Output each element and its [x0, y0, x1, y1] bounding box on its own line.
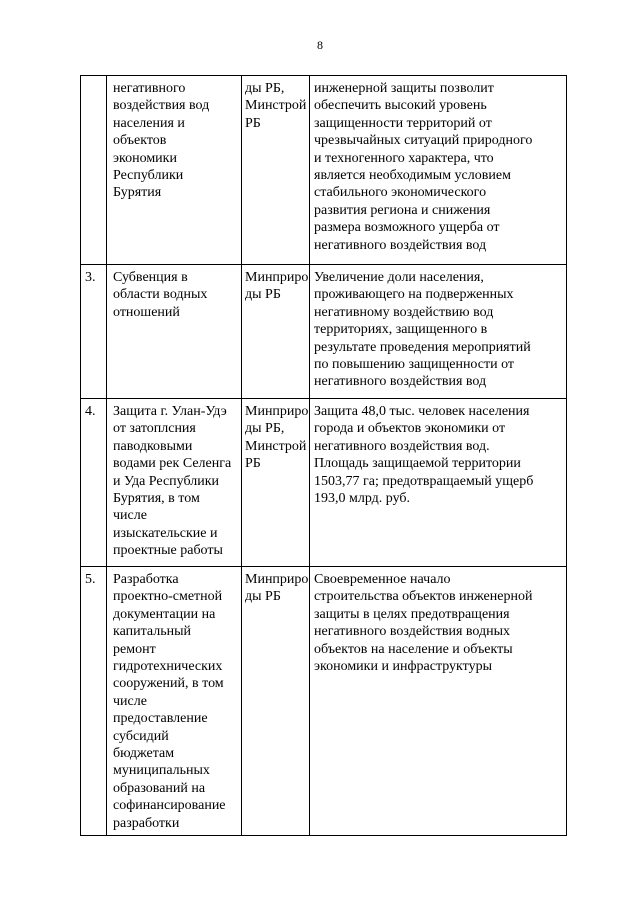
row-number-cell: 4.	[81, 399, 107, 567]
result-cell: Своевременное начало строительства объектов инженерной защиты в целях предотвращения негативного воздействия водных объектов на население и объекты экономики и инфраструктуры	[310, 567, 567, 836]
result-cell: инженерной защиты позволит обеспечить высокий уровень защищенности территорий от чрезвычайных ситуаций природного и техногенного характера, что является необходимым условием стабильного экономического развития региона и снижения размера возможного ущерба от негативного воздействия вод	[310, 76, 567, 265]
row-number-cell	[81, 76, 107, 265]
row-number-cell: 3.	[81, 265, 107, 399]
measure-name-cell: Защита г. Улан-Удэ от затоплсния паводковыми водами рек Селенга и Уда Республики Бурятия, в том числе изыскательские и проектные работы	[107, 399, 242, 567]
measure-name-cell: негативного воздействия вод населения и объектов экономики Республики Бурятия	[107, 76, 242, 265]
table-row	[81, 567, 567, 836]
row-number-cell: 5.	[81, 567, 107, 836]
table-row	[81, 265, 567, 399]
measure-name-cell: Субвенция в области водных отношений	[107, 265, 242, 399]
table-row	[81, 76, 567, 265]
table-row	[81, 399, 567, 567]
executor-cell: Минприро ды РБ	[242, 265, 310, 399]
executor-cell: Минприро ды РБ, Минстрой РБ	[242, 399, 310, 567]
executor-cell: ды РБ, Минстрой РБ	[242, 76, 310, 265]
result-cell: Защита 48,0 тыс. человек населения города и объектов экономики от негативного воздействия вод. Площадь защищаемой территории 1503,77 га; предотвращаемый ущерб 193,0 млрд. руб.	[310, 399, 567, 567]
executor-cell: Минприро ды РБ	[242, 567, 310, 836]
page-number: 8	[317, 38, 323, 52]
measure-name-cell: Разработка проектно-сметной документации на капитальный ремонт гидротехнических сооружений, в том числе предоставление субсидий бюджетам муниципальных образований на софинансирование разработки	[107, 567, 242, 836]
measures-table	[80, 75, 567, 836]
result-cell: Увеличение доли населения, проживающего на подверженных негативному воздействию вод территориях, защищенного в результате проведения мероприятий по повышению защищенности от негативного воздействия вод	[310, 265, 567, 399]
